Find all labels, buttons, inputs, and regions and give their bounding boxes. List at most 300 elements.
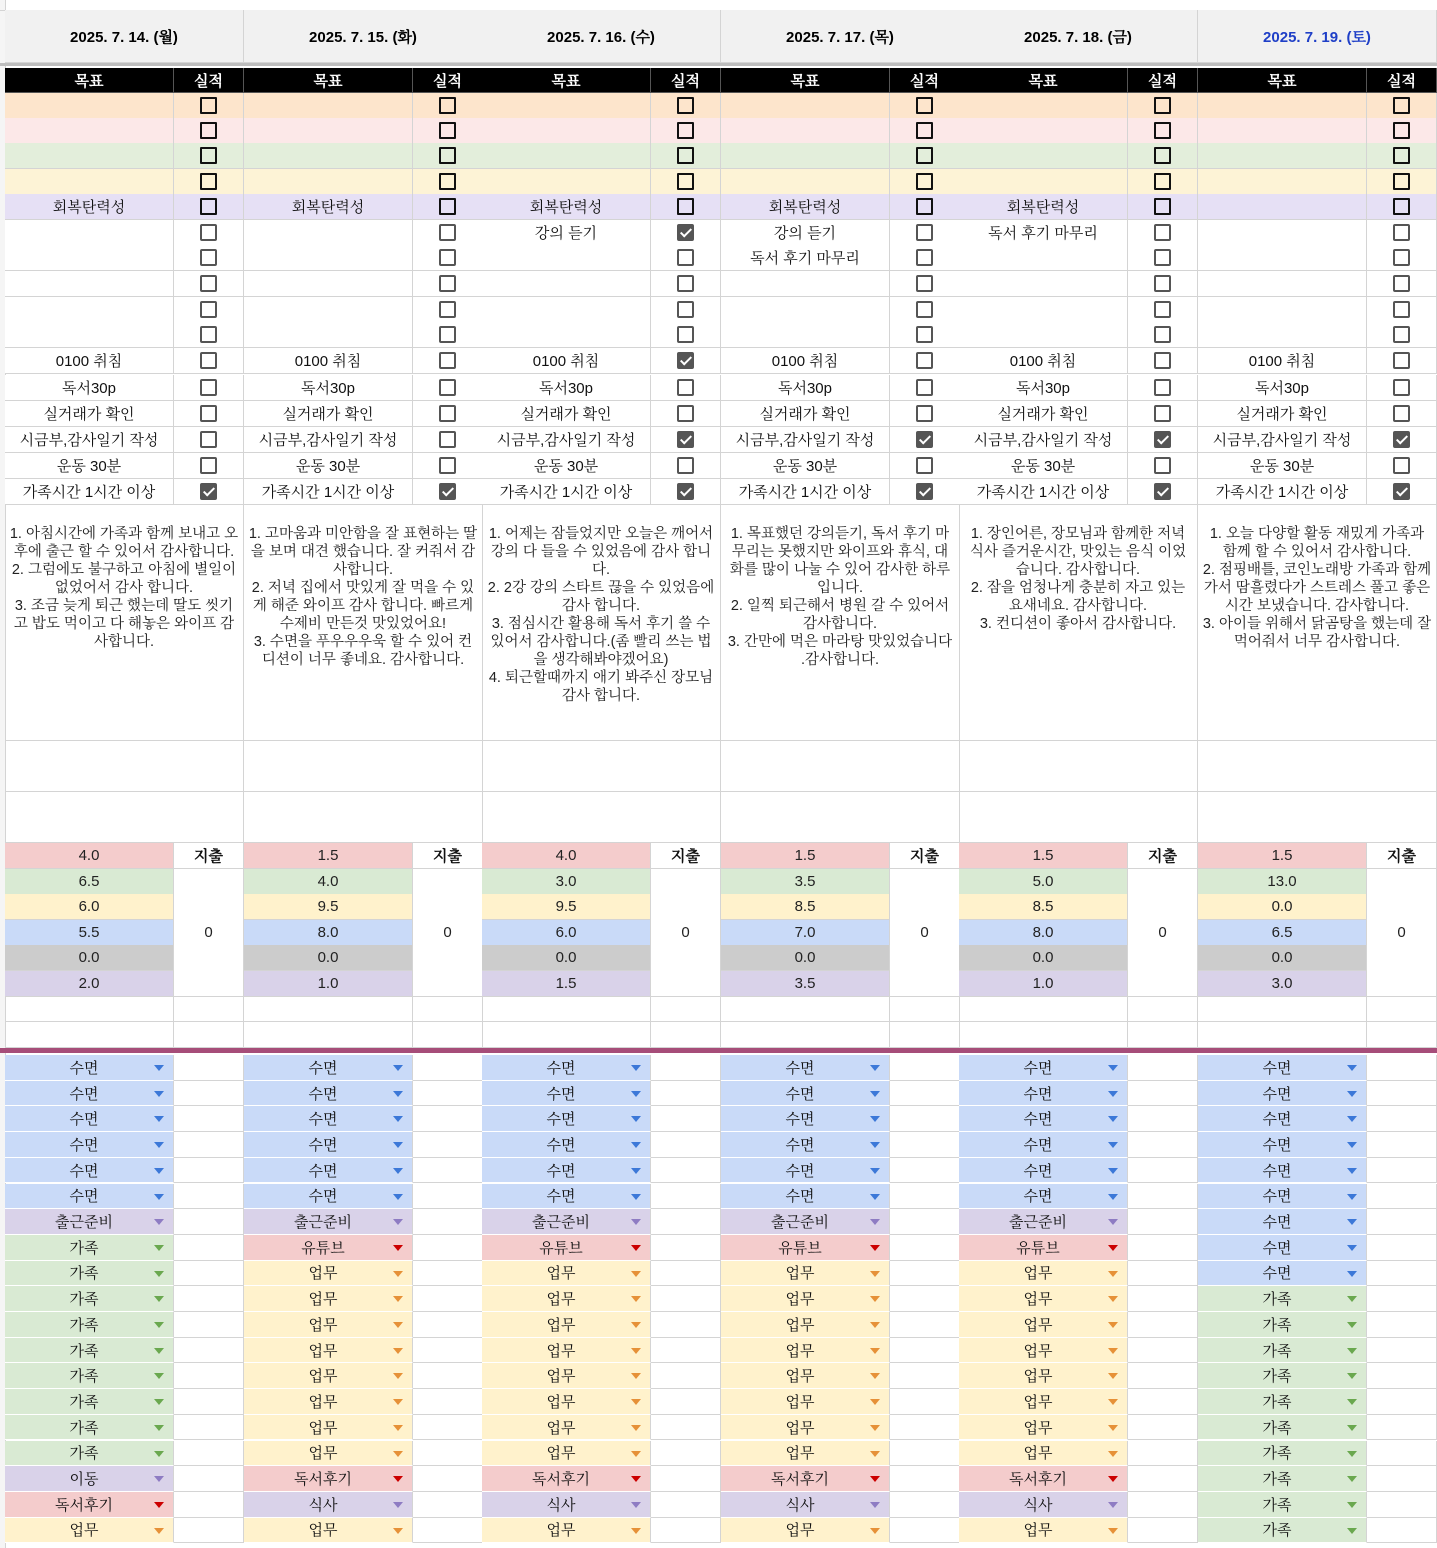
goal-cell[interactable]: 독서30p <box>1198 375 1367 401</box>
schedule-dropdown[interactable] <box>482 1132 651 1158</box>
result-cell[interactable] <box>174 297 244 323</box>
checkbox-unchecked[interactable] <box>200 326 217 343</box>
checkbox-unchecked[interactable] <box>1154 147 1171 164</box>
empty-cell[interactable] <box>721 792 960 843</box>
time-value[interactable]: 1.5 <box>959 843 1128 869</box>
dropdown-arrow-icon[interactable] <box>393 1399 403 1405</box>
result-cell[interactable] <box>890 375 960 401</box>
expense-value[interactable]: 0 <box>651 869 721 997</box>
empty-cell[interactable] <box>1128 1466 1198 1492</box>
dropdown-arrow-icon[interactable] <box>870 1194 880 1200</box>
empty-cell[interactable] <box>721 1022 890 1048</box>
empty-cell[interactable] <box>651 1518 721 1544</box>
result-cell[interactable] <box>890 118 960 144</box>
goal-cell[interactable]: 시금부,감사일기 작성 <box>5 427 174 453</box>
time-value[interactable]: 1.5 <box>482 971 651 997</box>
schedule-dropdown[interactable] <box>721 1312 890 1338</box>
empty-cell[interactable] <box>1367 997 1437 1022</box>
empty-cell[interactable] <box>174 1286 244 1312</box>
empty-cell[interactable] <box>174 1338 244 1364</box>
dropdown-arrow-icon[interactable] <box>393 1271 403 1277</box>
result-cell[interactable] <box>890 169 960 195</box>
schedule-dropdown[interactable] <box>1198 1492 1367 1518</box>
result-cell[interactable] <box>1367 220 1437 246</box>
result-cell[interactable] <box>1128 245 1198 271</box>
dropdown-arrow-icon[interactable] <box>1108 1116 1118 1122</box>
empty-cell[interactable] <box>1128 1389 1198 1415</box>
goal-cell[interactable]: 회복탄력성 <box>5 194 174 220</box>
dropdown-arrow-icon[interactable] <box>393 1425 403 1431</box>
result-cell[interactable] <box>413 427 483 453</box>
goal-cell[interactable]: 독서 후기 마무리 <box>721 245 890 271</box>
empty-cell[interactable] <box>413 1338 483 1364</box>
empty-cell[interactable] <box>482 997 651 1022</box>
dropdown-arrow-icon[interactable] <box>1108 1528 1118 1534</box>
dropdown-arrow-icon[interactable] <box>154 1502 164 1508</box>
dropdown-arrow-icon[interactable] <box>1108 1425 1118 1431</box>
gratitude-text[interactable]: 1. 오늘 다양할 활동 재밌게 가족과 함께 할 수 있어서 감사합니다. 2. 점핑배틀, 코인노래방 가족과 함께 가서 땀흘렸다가 스트레스 풀고 좋은 시간 보냈습니다. 감사합니다. 3. 아이들 위해서 닭곰탕을 했는데 잘 먹어줘서 너무 감사합니다. <box>1198 505 1437 741</box>
dropdown-arrow-icon[interactable] <box>631 1476 641 1482</box>
goal-cell[interactable]: 시금부,감사일기 작성 <box>482 427 651 453</box>
checkbox-unchecked[interactable] <box>1393 97 1410 114</box>
time-value[interactable]: 1.0 <box>244 971 413 997</box>
time-value[interactable]: 4.0 <box>5 843 174 869</box>
result-cell[interactable] <box>890 427 960 453</box>
result-cell[interactable] <box>413 93 483 119</box>
result-cell[interactable] <box>413 118 483 144</box>
goal-cell[interactable] <box>244 118 413 144</box>
dropdown-arrow-icon[interactable] <box>1347 1502 1357 1508</box>
result-cell[interactable] <box>890 453 960 479</box>
dropdown-arrow-icon[interactable] <box>1347 1348 1357 1354</box>
result-cell[interactable] <box>413 220 483 246</box>
empty-cell[interactable] <box>1128 1338 1198 1364</box>
dropdown-arrow-icon[interactable] <box>1347 1245 1357 1251</box>
checkbox-checked[interactable] <box>677 431 694 448</box>
expense-value[interactable]: 0 <box>174 869 244 997</box>
checkbox-unchecked[interactable] <box>677 97 694 114</box>
goal-cell[interactable] <box>482 245 651 271</box>
result-cell[interactable] <box>1367 375 1437 401</box>
schedule-dropdown[interactable] <box>244 1415 413 1441</box>
schedule-dropdown[interactable] <box>244 1081 413 1107</box>
result-cell[interactable] <box>651 93 721 119</box>
time-value[interactable]: 6.5 <box>1198 920 1367 946</box>
dropdown-arrow-icon[interactable] <box>631 1271 641 1277</box>
empty-cell[interactable] <box>1367 1338 1437 1364</box>
expense-value[interactable]: 0 <box>890 869 960 997</box>
empty-cell[interactable] <box>1367 1518 1437 1544</box>
empty-cell[interactable] <box>174 1312 244 1338</box>
checkbox-unchecked[interactable] <box>1154 301 1171 318</box>
dropdown-arrow-icon[interactable] <box>393 1219 403 1225</box>
empty-cell[interactable] <box>651 1235 721 1261</box>
dropdown-arrow-icon[interactable] <box>154 1245 164 1251</box>
empty-cell[interactable] <box>890 1389 960 1415</box>
empty-cell[interactable] <box>959 741 1198 792</box>
goal-cell[interactable] <box>5 118 174 144</box>
empty-cell[interactable] <box>890 1261 960 1287</box>
date-header[interactable]: 2025. 7. 19. (토) <box>1198 10 1437 63</box>
dropdown-arrow-icon[interactable] <box>1347 1451 1357 1457</box>
goal-cell[interactable] <box>721 93 890 119</box>
schedule-dropdown[interactable] <box>5 1338 174 1364</box>
schedule-dropdown[interactable] <box>721 1338 890 1364</box>
checkbox-unchecked[interactable] <box>439 301 456 318</box>
schedule-dropdown[interactable] <box>244 1055 413 1081</box>
goal-cell[interactable] <box>5 245 174 271</box>
dropdown-arrow-icon[interactable] <box>1347 1322 1357 1328</box>
empty-cell[interactable] <box>1198 741 1437 792</box>
empty-cell[interactable] <box>1128 1081 1198 1107</box>
time-value[interactable]: 0.0 <box>244 945 413 971</box>
empty-cell[interactable] <box>890 1184 960 1210</box>
empty-cell[interactable] <box>1367 1466 1437 1492</box>
time-value[interactable]: 0.0 <box>959 945 1128 971</box>
schedule-dropdown[interactable] <box>721 1492 890 1518</box>
empty-cell[interactable] <box>890 1055 960 1081</box>
dropdown-arrow-icon[interactable] <box>154 1373 164 1379</box>
schedule-dropdown[interactable] <box>959 1389 1128 1415</box>
checkbox-unchecked[interactable] <box>677 173 694 190</box>
dropdown-arrow-icon[interactable] <box>1108 1502 1118 1508</box>
time-value[interactable]: 1.5 <box>244 843 413 869</box>
empty-cell[interactable] <box>890 1518 960 1544</box>
empty-cell[interactable] <box>651 1209 721 1235</box>
empty-cell[interactable] <box>651 1132 721 1158</box>
schedule-dropdown[interactable] <box>959 1261 1128 1287</box>
result-cell[interactable] <box>1367 348 1437 374</box>
schedule-dropdown[interactable] <box>5 1363 174 1389</box>
schedule-dropdown[interactable] <box>959 1132 1128 1158</box>
checkbox-checked[interactable] <box>677 483 694 500</box>
empty-cell[interactable] <box>651 1261 721 1287</box>
schedule-dropdown[interactable] <box>5 1158 174 1184</box>
empty-cell[interactable] <box>890 1363 960 1389</box>
empty-cell[interactable] <box>174 1261 244 1287</box>
empty-cell[interactable] <box>721 997 890 1022</box>
result-cell[interactable] <box>174 93 244 119</box>
checkbox-unchecked[interactable] <box>200 147 217 164</box>
goal-cell[interactable] <box>721 143 890 169</box>
dropdown-arrow-icon[interactable] <box>1347 1142 1357 1148</box>
checkbox-unchecked[interactable] <box>1154 352 1171 369</box>
dropdown-arrow-icon[interactable] <box>870 1065 880 1071</box>
date-header[interactable]: 2025. 7. 17. (목) <box>721 10 960 63</box>
schedule-dropdown[interactable] <box>1198 1261 1367 1287</box>
time-value[interactable]: 4.0 <box>482 843 651 869</box>
time-value[interactable]: 5.5 <box>5 920 174 946</box>
result-cell[interactable] <box>1128 143 1198 169</box>
schedule-dropdown[interactable] <box>482 1492 651 1518</box>
result-cell[interactable] <box>651 322 721 348</box>
date-header[interactable]: 2025. 7. 14. (월) <box>5 10 244 63</box>
empty-cell[interactable] <box>413 1022 483 1048</box>
dropdown-arrow-icon[interactable] <box>1108 1348 1118 1354</box>
expense-value[interactable]: 0 <box>1367 869 1437 997</box>
schedule-dropdown[interactable] <box>721 1106 890 1132</box>
goal-cell[interactable]: 시금부,감사일기 작성 <box>959 427 1128 453</box>
empty-cell[interactable] <box>890 1338 960 1364</box>
result-cell[interactable] <box>890 297 960 323</box>
checkbox-unchecked[interactable] <box>439 352 456 369</box>
dropdown-arrow-icon[interactable] <box>154 1168 164 1174</box>
result-cell[interactable] <box>651 245 721 271</box>
dropdown-arrow-icon[interactable] <box>870 1142 880 1148</box>
schedule-dropdown[interactable] <box>959 1158 1128 1184</box>
result-cell[interactable] <box>413 245 483 271</box>
schedule-dropdown[interactable] <box>5 1184 174 1210</box>
empty-cell[interactable] <box>5 1022 174 1048</box>
dropdown-arrow-icon[interactable] <box>870 1399 880 1405</box>
dropdown-arrow-icon[interactable] <box>1108 1168 1118 1174</box>
dropdown-arrow-icon[interactable] <box>154 1194 164 1200</box>
schedule-dropdown[interactable] <box>482 1389 651 1415</box>
schedule-dropdown[interactable] <box>1198 1518 1367 1544</box>
empty-cell[interactable] <box>1128 1158 1198 1184</box>
time-value[interactable]: 7.0 <box>721 920 890 946</box>
goal-cell[interactable] <box>244 93 413 119</box>
empty-cell[interactable] <box>651 1055 721 1081</box>
empty-cell[interactable] <box>1198 792 1437 843</box>
checkbox-unchecked[interactable] <box>916 275 933 292</box>
schedule-dropdown[interactable] <box>1198 1235 1367 1261</box>
time-value[interactable]: 4.0 <box>244 869 413 895</box>
dropdown-arrow-icon[interactable] <box>870 1245 880 1251</box>
dropdown-arrow-icon[interactable] <box>870 1451 880 1457</box>
schedule-dropdown[interactable] <box>5 1312 174 1338</box>
schedule-dropdown[interactable] <box>721 1235 890 1261</box>
result-cell[interactable] <box>1128 427 1198 453</box>
checkbox-unchecked[interactable] <box>439 405 456 422</box>
dropdown-arrow-icon[interactable] <box>1108 1194 1118 1200</box>
gratitude-text[interactable]: 1. 고마움과 미안함을 잘 표현하는 딸을 보며 대견 했습니다. 잘 커줘서 감사합니다. 2. 저녁 집에서 맛있게 잘 먹을 수 있게 해준 와이프 감사 합니다. 빠르게 수제비 만든것 맛있었어요! 3. 수면을 푸우우우욱 할 수 있어 컨디션이 너무 좋네요. 감사합니다. <box>244 505 483 741</box>
goal-cell[interactable] <box>959 143 1128 169</box>
result-cell[interactable] <box>413 348 483 374</box>
dropdown-arrow-icon[interactable] <box>393 1373 403 1379</box>
checkbox-unchecked[interactable] <box>916 352 933 369</box>
empty-cell[interactable] <box>651 1466 721 1492</box>
goal-cell[interactable]: 회복탄력성 <box>959 194 1128 220</box>
result-cell[interactable] <box>651 375 721 401</box>
result-cell[interactable] <box>651 297 721 323</box>
checkbox-unchecked[interactable] <box>200 97 217 114</box>
result-cell[interactable] <box>1367 143 1437 169</box>
goal-cell[interactable]: 실거래가 확인 <box>5 401 174 427</box>
checkbox-unchecked[interactable] <box>200 249 217 266</box>
empty-cell[interactable] <box>244 792 483 843</box>
result-cell[interactable] <box>1128 220 1198 246</box>
empty-cell[interactable] <box>413 1389 483 1415</box>
dropdown-arrow-icon[interactable] <box>393 1142 403 1148</box>
schedule-dropdown[interactable] <box>5 1286 174 1312</box>
dropdown-arrow-icon[interactable] <box>631 1245 641 1251</box>
empty-cell[interactable] <box>5 997 174 1022</box>
goal-cell[interactable]: 운동 30분 <box>5 453 174 479</box>
goal-cell[interactable]: 독서30p <box>244 375 413 401</box>
empty-cell[interactable] <box>244 997 413 1022</box>
checkbox-unchecked[interactable] <box>439 379 456 396</box>
empty-cell[interactable] <box>1367 1184 1437 1210</box>
schedule-dropdown[interactable] <box>244 1184 413 1210</box>
dropdown-arrow-icon[interactable] <box>1108 1091 1118 1097</box>
dropdown-arrow-icon[interactable] <box>631 1348 641 1354</box>
schedule-dropdown[interactable] <box>5 1441 174 1467</box>
dropdown-arrow-icon[interactable] <box>870 1116 880 1122</box>
schedule-dropdown[interactable] <box>482 1081 651 1107</box>
goal-cell[interactable]: 실거래가 확인 <box>721 401 890 427</box>
result-cell[interactable] <box>1128 348 1198 374</box>
result-cell[interactable] <box>174 453 244 479</box>
checkbox-unchecked[interactable] <box>200 224 217 241</box>
goal-cell[interactable] <box>721 271 890 297</box>
result-cell[interactable] <box>174 118 244 144</box>
empty-cell[interactable] <box>482 741 721 792</box>
result-cell[interactable] <box>890 479 960 505</box>
date-header[interactable]: 2025. 7. 18. (금) <box>959 10 1198 63</box>
result-cell[interactable] <box>1128 93 1198 119</box>
goal-cell[interactable] <box>959 322 1128 348</box>
checkbox-unchecked[interactable] <box>1393 301 1410 318</box>
empty-cell[interactable] <box>413 1415 483 1441</box>
schedule-dropdown[interactable] <box>482 1466 651 1492</box>
checkbox-checked[interactable] <box>1393 483 1410 500</box>
goal-cell[interactable]: 가족시간 1시간 이상 <box>482 479 651 505</box>
empty-cell[interactable] <box>651 997 721 1022</box>
result-cell[interactable] <box>1367 401 1437 427</box>
empty-cell[interactable] <box>174 1132 244 1158</box>
dropdown-arrow-icon[interactable] <box>154 1091 164 1097</box>
goal-cell[interactable] <box>482 93 651 119</box>
schedule-dropdown[interactable] <box>5 1106 174 1132</box>
time-value[interactable]: 8.0 <box>959 920 1128 946</box>
dropdown-arrow-icon[interactable] <box>870 1348 880 1354</box>
result-cell[interactable] <box>1367 479 1437 505</box>
checkbox-checked[interactable] <box>677 224 694 241</box>
result-cell[interactable] <box>890 93 960 119</box>
checkbox-unchecked[interactable] <box>1154 224 1171 241</box>
goal-cell[interactable] <box>5 220 174 246</box>
result-cell[interactable] <box>1367 194 1437 220</box>
result-cell[interactable] <box>651 194 721 220</box>
goal-cell[interactable] <box>5 169 174 195</box>
dropdown-arrow-icon[interactable] <box>393 1451 403 1457</box>
checkbox-checked[interactable] <box>1154 431 1171 448</box>
result-cell[interactable] <box>174 194 244 220</box>
result-cell[interactable] <box>174 220 244 246</box>
dropdown-arrow-icon[interactable] <box>631 1296 641 1302</box>
schedule-dropdown[interactable] <box>959 1081 1128 1107</box>
empty-cell[interactable] <box>1367 1363 1437 1389</box>
schedule-dropdown[interactable] <box>482 1415 651 1441</box>
empty-cell[interactable] <box>651 1415 721 1441</box>
time-value[interactable]: 0.0 <box>1198 894 1367 920</box>
goal-cell[interactable]: 독서30p <box>959 375 1128 401</box>
goal-cell[interactable] <box>244 245 413 271</box>
empty-cell[interactable] <box>174 1209 244 1235</box>
empty-cell[interactable] <box>890 1132 960 1158</box>
goal-cell[interactable]: 가족시간 1시간 이상 <box>959 479 1128 505</box>
dropdown-arrow-icon[interactable] <box>1108 1296 1118 1302</box>
schedule-dropdown[interactable] <box>721 1055 890 1081</box>
checkbox-unchecked[interactable] <box>439 326 456 343</box>
goal-cell[interactable]: 0100 취침 <box>959 348 1128 374</box>
checkbox-checked[interactable] <box>916 431 933 448</box>
dropdown-arrow-icon[interactable] <box>1347 1373 1357 1379</box>
empty-cell[interactable] <box>651 1022 721 1048</box>
result-cell[interactable] <box>174 427 244 453</box>
result-cell[interactable] <box>1367 271 1437 297</box>
schedule-dropdown[interactable] <box>959 1363 1128 1389</box>
empty-cell[interactable] <box>413 1055 483 1081</box>
result-cell[interactable] <box>651 453 721 479</box>
goal-cell[interactable] <box>1198 194 1367 220</box>
dropdown-arrow-icon[interactable] <box>154 1219 164 1225</box>
checkbox-unchecked[interactable] <box>916 457 933 474</box>
empty-cell[interactable] <box>174 1415 244 1441</box>
empty-cell[interactable] <box>1128 997 1198 1022</box>
schedule-dropdown[interactable] <box>482 1518 651 1544</box>
checkbox-unchecked[interactable] <box>1154 122 1171 139</box>
goal-cell[interactable] <box>5 93 174 119</box>
schedule-dropdown[interactable] <box>244 1466 413 1492</box>
empty-cell[interactable] <box>413 1466 483 1492</box>
empty-cell[interactable] <box>721 741 960 792</box>
schedule-dropdown[interactable] <box>244 1338 413 1364</box>
goal-cell[interactable] <box>244 271 413 297</box>
goal-cell[interactable] <box>1198 93 1367 119</box>
checkbox-checked[interactable] <box>200 483 217 500</box>
time-value[interactable]: 3.5 <box>721 869 890 895</box>
time-value[interactable]: 9.5 <box>482 894 651 920</box>
checkbox-unchecked[interactable] <box>200 457 217 474</box>
checkbox-unchecked[interactable] <box>439 198 456 215</box>
empty-cell[interactable] <box>1367 1022 1437 1048</box>
result-cell[interactable] <box>1128 322 1198 348</box>
checkbox-unchecked[interactable] <box>200 352 217 369</box>
empty-cell[interactable] <box>1367 1415 1437 1441</box>
schedule-dropdown[interactable] <box>244 1312 413 1338</box>
dropdown-arrow-icon[interactable] <box>1108 1476 1118 1482</box>
result-cell[interactable] <box>651 169 721 195</box>
empty-cell[interactable] <box>1198 997 1367 1022</box>
checkbox-checked[interactable] <box>1393 431 1410 448</box>
result-cell[interactable] <box>174 245 244 271</box>
checkbox-unchecked[interactable] <box>916 147 933 164</box>
schedule-dropdown[interactable] <box>1198 1363 1367 1389</box>
result-cell[interactable] <box>890 194 960 220</box>
result-cell[interactable] <box>1128 375 1198 401</box>
dropdown-arrow-icon[interactable] <box>393 1194 403 1200</box>
empty-cell[interactable] <box>651 1363 721 1389</box>
goal-cell[interactable] <box>1198 169 1367 195</box>
result-cell[interactable] <box>1128 401 1198 427</box>
result-cell[interactable] <box>651 271 721 297</box>
result-cell[interactable] <box>413 194 483 220</box>
date-header[interactable]: 2025. 7. 16. (수) <box>482 10 721 63</box>
result-cell[interactable] <box>413 143 483 169</box>
empty-cell[interactable] <box>959 997 1128 1022</box>
schedule-dropdown[interactable] <box>244 1389 413 1415</box>
goal-cell[interactable] <box>5 143 174 169</box>
dropdown-arrow-icon[interactable] <box>631 1219 641 1225</box>
schedule-dropdown[interactable] <box>1198 1338 1367 1364</box>
checkbox-unchecked[interactable] <box>1154 405 1171 422</box>
schedule-dropdown[interactable] <box>5 1261 174 1287</box>
checkbox-unchecked[interactable] <box>677 275 694 292</box>
schedule-dropdown[interactable] <box>244 1261 413 1287</box>
result-cell[interactable] <box>1128 118 1198 144</box>
